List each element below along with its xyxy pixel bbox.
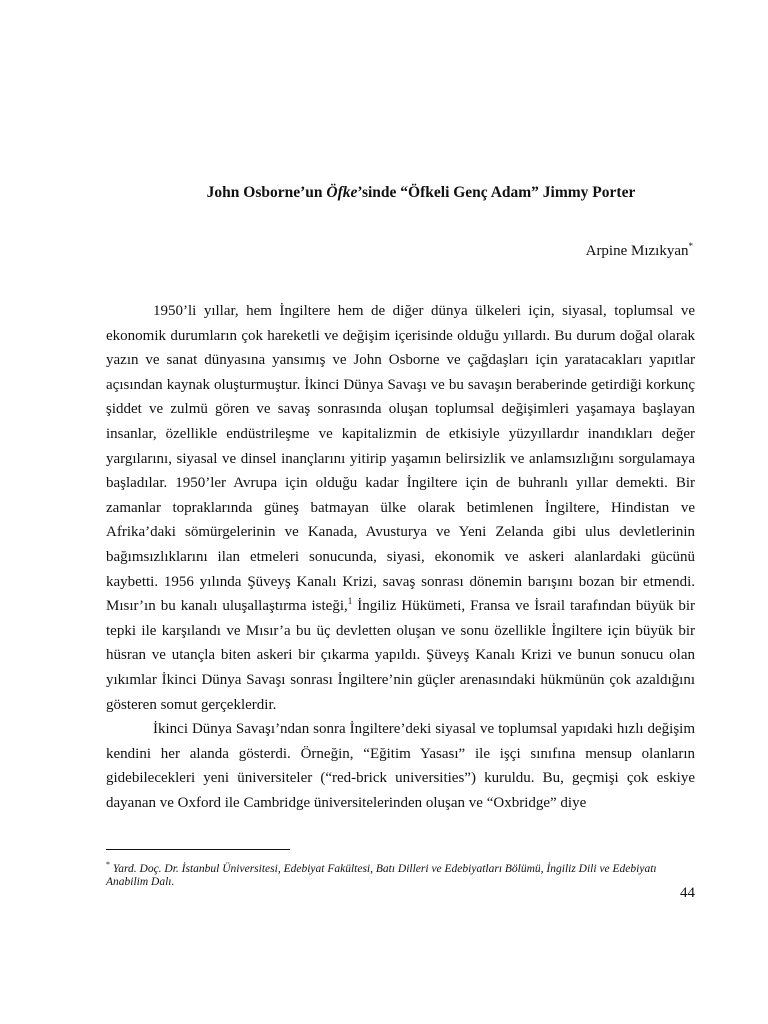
author-footnote-marker: * — [688, 241, 693, 251]
footnote-reference-1: 1 — [347, 596, 353, 607]
footnote-text: Yard. Doç. Dr. İstanbul Üniversitesi, Edebiyat Fakültesi, Batı Dilleri ve Edebiyatları Bölümü, İngiliz Dili ve Edebiyatı Anabilim Dalı. — [106, 862, 657, 888]
paragraph-1 — [106, 299, 695, 717]
footnote-marker: * — [106, 860, 110, 869]
author-name: Arpine Mızıkyan — [585, 243, 689, 259]
title-italic-work: Öfke — [326, 184, 358, 201]
article-body — [106, 299, 695, 815]
footnote-separator — [106, 849, 290, 850]
paragraph-1-text-b: İngiliz Hükümeti, Fransa ve İsrail tarafından büyük bir tepki ile karşılandı ve Mısır’a bu üç devletten oluşan ve sonu özellikle İngiltere için büyük bir hüsran ve utançla biten askeri bir çıkarma yapıldı. Şüveyş Kanalı Krizi ve bunun sonucu olan yıkımlar İkinci Dünya Savaşı sonrası İngiltere’nin güçler arenasındaki hükmünün çok azaldığını gösteren somut gerçeklerdir. — [106, 598, 695, 713]
author-line — [586, 241, 693, 260]
paragraph-1-text-a: 1950’li yıllar, hem İngiltere hem de diğer dünya ülkeleri için, siyasal, toplumsal ve ekonomik durumların çok hareketli ve değişim içerisinde olduğu yıllardı. Bu durum doğal olarak yazın ve sanat dünyasına yansımış ve John Osborne ve çağdaşları için yaratacakları yapıtlar açısından kaynak oluşturmuştur. İkinci Dünya Savaşı ve bu savaşın beraberinde getirdiği korkunç şiddet ve zulmü gören ve savaş sonrasında oluşan toplumsal değişimleri yaşamaya başlayan insanlar, özellikle endüstrileşme ve kapitalizmin de etkisiyle yüzyıllardır inandıkları değer yargılarını, siyasal ve dinsel inançlarını yitirip yaşamın belirsizlik ve anlamsızlığını sorgulamaya başladılar. 1950’ler Avrupa için olduğu kadar İngiltere için de buhranlı yıllar demekti. Bir zamanlar topraklarında güneş batmayan ülke olarak betimlenen İngiltere, Hindistan ve Afrika’daki sömürgelerinin ve Kanada, Avusturya ve Yeni Zelanda gibi ulus devletlerinin bağımsızlıklarını ilan etmeleri sonucunda, siyasi, ekonomik ve askeri alanlardaki gücünü kaybetti. 1956 yılında Şüveyş Kanalı Krizi, savaş sonrası dönemin barışını bozan bir etmendi. Mısır’ın bu kanalı uluşallaştırma isteği, — [106, 303, 695, 615]
footnote — [106, 858, 695, 889]
page-number: 44 — [680, 885, 695, 901]
title-part-1: John Osborne’un — [206, 184, 327, 201]
title-part-2: ’sinde “Öfkeli Genç Adam” Jimmy Porter — [357, 184, 636, 201]
article-title — [0, 184, 768, 202]
paragraph-2: İkinci Dünya Savaşı’ndan sonra İngiltere’deki siyasal ve toplumsal yapıdaki hızlı değişim kendini her alanda gösterdi. Örneğin, “Eğitim Yasası” ile işçi sınıfına mensup olanların gidebilecekleri yeni üniversiteler (“red-brick universities”) kuruldu. Bu, geçmişi çok eskiye dayanan ve Oxford ile Cambridge üniversitelerinden oluşan ve “Oxbridge” diye — [106, 721, 695, 811]
